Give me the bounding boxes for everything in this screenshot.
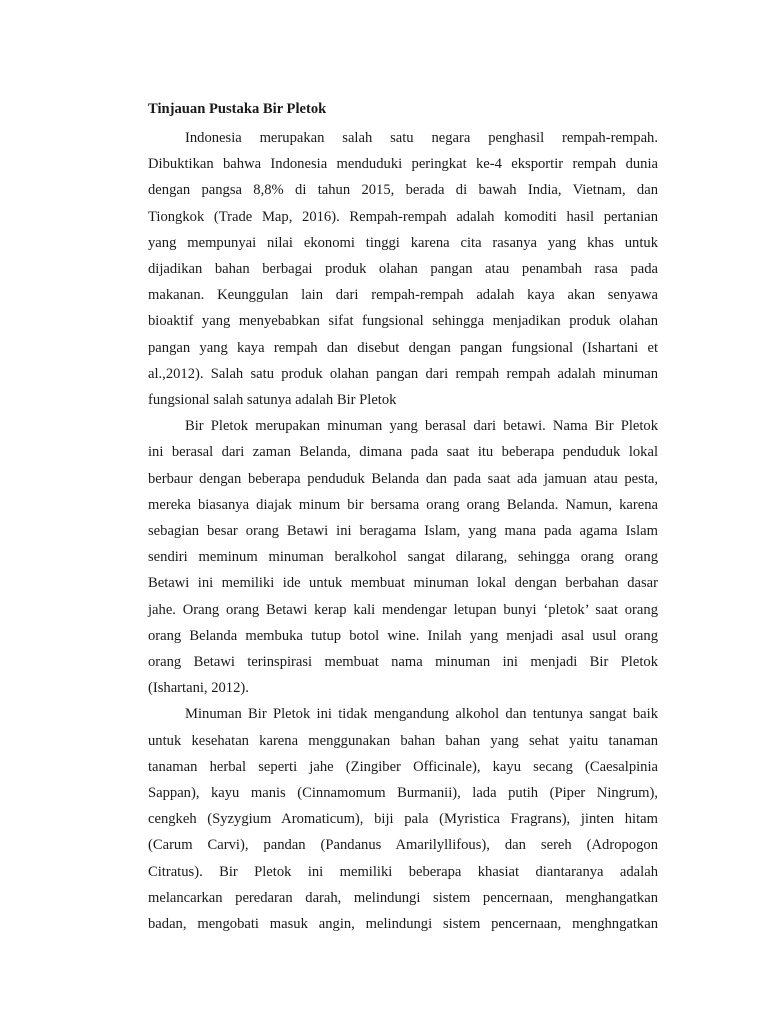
text-line: Bir Pletok merupakan minuman yang berasal dari betawi. Nama Bir Pletok (185, 418, 658, 435)
text-line: melancarkan peredaran darah, melindungi sistem pencernaan, menghangatkan (148, 889, 658, 906)
text-line: orang Betawi terinspirasi membuat nama minuman ini menjadi Bir Pletok (148, 654, 658, 671)
text-line: orang Belanda membuka tutup botol wine. Inilah yang menjadi asal usul orang (148, 627, 658, 644)
text-line: badan, mengobati masuk angin, melindungi sistem pencernaan, menghngatkan (148, 916, 658, 933)
paragraph-1 (148, 125, 658, 413)
text-line: sendiri meminum minuman beralkohol sangat dilarang, sehingga orang orang (148, 549, 658, 566)
text-line: fungsional salah satunya adalah Bir Pletok (148, 392, 397, 409)
text-line: tanaman herbal seperti jahe (Zingiber Officinale), kayu secang (Caesalpinia (148, 758, 658, 775)
text-line: Tiongkok (Trade Map, 2016). Rempah-rempah adalah komoditi hasil pertanian (148, 208, 658, 225)
text-line: Minuman Bir Pletok ini tidak mengandung alkohol dan tentunya sangat baik (185, 706, 658, 723)
text-line: jahe. Orang orang Betawi kerap kali mendengar letupan bunyi ‘pletok’ saat orang (148, 601, 658, 618)
paragraph-2 (148, 413, 658, 701)
text-line: pangan yang kaya rempah dan disebut dengan pangan fungsional (Ishartani et (148, 339, 658, 356)
text-line: Betawi ini memiliki ide untuk membuat minuman lokal dengan berbahan dasar (148, 575, 658, 592)
text-line: yang mempunyai nilai ekonomi tinggi karena cita rasanya yang khas untuk (148, 234, 658, 251)
text-line: berbaur dengan beberapa penduduk Belanda dan pada saat ada jamuan atau pesta, (148, 470, 658, 487)
text-line: (Carum Carvi), pandan (Pandanus Amarilyllifous), dan sereh (Adropogon (148, 837, 658, 854)
text-line: Citratus). Bir Pletok ini memiliki beberapa khasiat diantaranya adalah (148, 863, 658, 880)
text-line: cengkeh (Syzygium Aromaticum), biji pala (Myristica Fragrans), jinten hitam (148, 811, 658, 828)
document-title: Tinjauan Pustaka Bir Pletok (148, 101, 327, 117)
text-line: bioaktif yang menyebabkan sifat fungsional sehingga menjadikan produk olahan (148, 313, 658, 330)
document-body (148, 99, 658, 937)
text-line: Dibuktikan bahwa Indonesia menduduki peringkat ke-4 eksportir rempah dunia (148, 156, 658, 173)
text-line: makanan. Keunggulan lain dari rempah-rempah adalah kaya akan senyawa (148, 287, 658, 304)
text-line: mereka biasanya diajak minum bir bersama orang orang Belanda. Namun, karena (148, 496, 658, 513)
paragraph-3 (148, 701, 658, 937)
text-line: untuk kesehatan karena menggunakan bahan bahan yang sehat yaitu tanaman (148, 732, 658, 749)
text-line: (Ishartani, 2012). (148, 680, 249, 697)
text-line: Indonesia merupakan salah satu negara penghasil rempah-rempah. (185, 130, 658, 146)
text-line: al.,2012). Salah satu produk olahan pangan dari rempah rempah adalah minuman (148, 365, 658, 382)
text-line: dengan pangsa 8,8% di tahun 2015, berada di bawah India, Vietnam, dan (148, 182, 658, 199)
text-line: Sappan), kayu manis (Cinnamomum Burmanii), lada putih (Piper Ningrum), (148, 785, 658, 802)
text-line: sebagian besar orang Betawi ini beragama Islam, yang mana pada agama Islam (148, 523, 658, 540)
text-line: ini berasal dari zaman Belanda, dimana pada saat itu beberapa penduduk lokal (148, 444, 658, 461)
text-line: dijadikan bahan berbagai produk olahan pangan atau penambah rasa pada (148, 261, 658, 278)
